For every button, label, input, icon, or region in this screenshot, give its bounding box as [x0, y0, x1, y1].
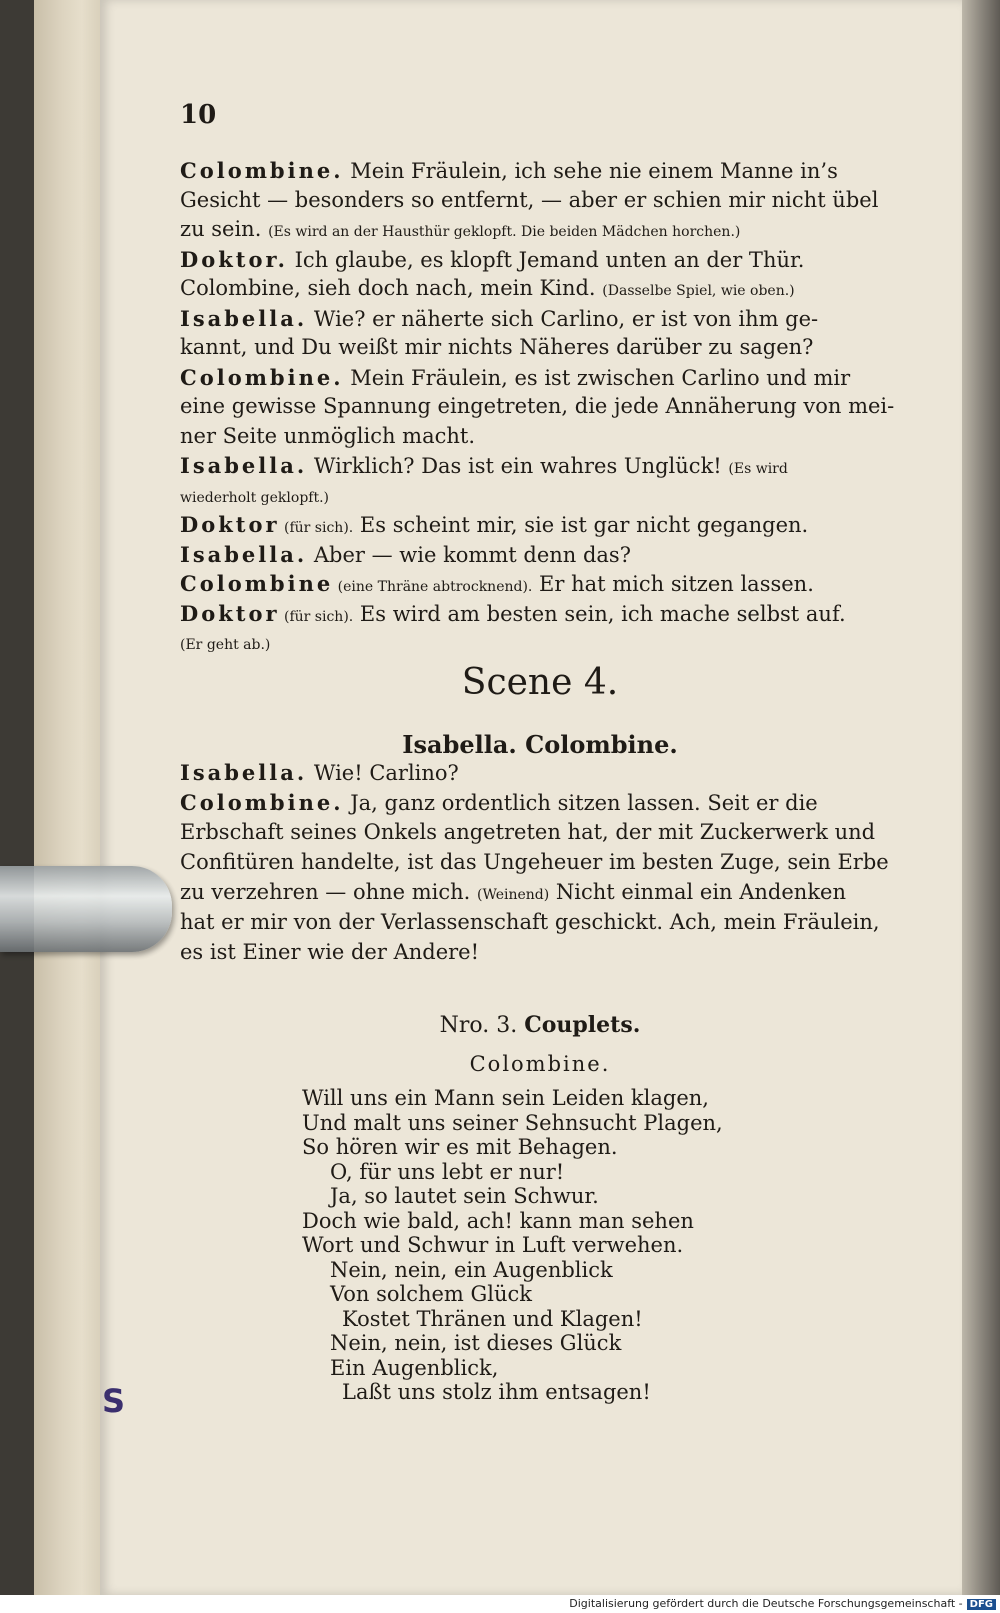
dialogue-line — [180, 424, 475, 448]
line-text: Gesicht — besonders so entfernt, — aber er schien mir nicht übel — [180, 187, 879, 212]
book-spine — [0, 0, 34, 1595]
song-line: Ja, so lautet sein Schwur. — [330, 1184, 599, 1208]
speaker-name: Colombine. — [180, 364, 344, 390]
line-text: Erbschaft seines Onkels angetreten hat, der mit Zuckerwerk und — [180, 820, 876, 844]
scene-heading: Scene 4. — [461, 662, 619, 703]
song-number: Nro. 3. — [439, 1013, 518, 1038]
dialogue-line — [180, 188, 878, 212]
song-line: Ein Augenblick, — [330, 1355, 499, 1380]
page-number: 10 — [180, 100, 217, 130]
line-text: Mein Fräulein, ich sehe nie einem Manne in’s — [343, 159, 838, 183]
line-text: Wirklich? Das ist ein wahres Unglück! — [307, 454, 729, 478]
dialogue-line — [180, 760, 459, 785]
dialogue-line — [180, 512, 808, 537]
footer-text: Digitalisierung gefördert durch die Deutsche Forschungsgemeinschaft - — [569, 1597, 963, 1610]
dialogue-line — [180, 483, 329, 507]
line-text: Colombine, sieh doch nach, mein Kind. — [180, 276, 603, 300]
book-right-edge — [962, 0, 1000, 1595]
line-text: Confitüren handelte, ist das Ungeheuer im besten Zuge, sein Erbe — [180, 850, 889, 874]
stage-direction: (Es wird — [728, 461, 788, 477]
dialogue-line — [180, 306, 818, 331]
bookmark-clip — [0, 866, 172, 952]
song-line: Doch wie bald, ach! kann man sehen — [302, 1208, 694, 1233]
dialogue-line — [180, 880, 846, 904]
song-line: Und malt uns seiner Sehnsucht Plagen, — [302, 1110, 723, 1135]
stage-direction: (eine Thräne abtrocknend). — [333, 579, 533, 595]
speaker-name: Doktor — [180, 600, 280, 626]
speaker-name: Isabella. — [180, 760, 308, 785]
stage-direction: (Dasselbe Spiel, wie oben.) — [602, 283, 795, 299]
song-line: Von solchem Glück — [330, 1282, 533, 1306]
song-line: Laßt uns stolz ihm entsagen! — [342, 1380, 651, 1404]
line-text: Er hat mich sitzen lassen. — [532, 572, 814, 596]
song-line: Wort und Schwur in Luft verwehen. — [302, 1233, 684, 1257]
dialogue-line — [180, 542, 631, 567]
scene-cast: Isabella. Colombine. — [402, 730, 678, 759]
line-text: zu verzehren — ohne mich. — [180, 880, 478, 904]
dialogue-line — [180, 365, 850, 390]
dialogue-line — [180, 630, 270, 654]
dialogue-line — [180, 247, 804, 272]
dialogue-line — [180, 335, 813, 359]
line-text: Es scheint mir, sie ist gar nicht gegangen. — [353, 513, 809, 537]
line-text: Es wird am besten sein, ich mache selbst auf. — [353, 601, 846, 626]
song-line: O, für uns lebt er nur! — [330, 1159, 565, 1184]
dialogue-line — [180, 276, 795, 300]
dialogue-line — [180, 940, 479, 964]
library-stamp: S — [102, 1382, 126, 1420]
dialogue-line — [180, 158, 838, 183]
speaker-name: Colombine. — [180, 790, 344, 815]
stage-direction: (Er geht ab.) — [180, 637, 271, 653]
speaker-name: Isabella. — [180, 305, 308, 331]
song-singer: Colombine. — [469, 1052, 611, 1076]
line-text: Aber — wie kommt denn das? — [307, 542, 631, 567]
line-text: eine gewisse Spannung eingetreten, die jede Annäherung von mei- — [180, 394, 895, 418]
line-text: es ist Einer wie der Andere! — [180, 940, 480, 964]
song-line: Will uns ein Mann sein Leiden klagen, — [302, 1086, 709, 1110]
stage-direction: (Es wird an der Hausthür geklopft. Die beiden Mädchen horchen.) — [268, 224, 741, 240]
song-heading — [180, 1012, 900, 1038]
line-text: Wie! Carlino? — [307, 761, 459, 785]
line-text: Ich glaube, es klopft Jemand unten an der Thür. — [287, 247, 805, 272]
song-line: Nein, nein, ist dieses Glück — [330, 1331, 622, 1355]
stage-direction: wiederholt geklopft.) — [180, 489, 330, 506]
speaker-name: Doktor — [180, 512, 280, 537]
dfg-logo: DFG — [967, 1599, 996, 1610]
speaker-name: Doktor. — [180, 246, 288, 272]
speaker-name: Colombine. — [180, 158, 344, 183]
line-text: Wie? er näherte sich Carlino, er ist von ihm ge- — [307, 306, 819, 331]
song-line: So hören wir es mit Behagen. — [302, 1135, 618, 1159]
dialogue-line — [180, 790, 818, 815]
stage-direction: (Weinend) — [477, 887, 550, 903]
line-text: Ja, ganz ordentlich sitzen lassen. Seit er die — [343, 791, 818, 815]
dialogue-line — [180, 453, 788, 478]
dialogue-line — [180, 850, 889, 874]
speaker-name: Isabella. — [180, 453, 308, 478]
line-text: kannt, und Du weißt mir nichts Näheres darüber zu sagen? — [180, 335, 814, 359]
page-edges — [34, 0, 102, 1595]
footer-credit — [0, 1597, 996, 1610]
line-text: hat er mir von der Verlassenschaft geschickt. Ach, mein Fräulein, — [180, 910, 880, 934]
dialogue-line — [180, 571, 814, 596]
dialogue-line — [180, 910, 880, 934]
dialogue-line — [180, 601, 846, 626]
song-line: Nein, nein, ein Augenblick — [330, 1257, 613, 1282]
dialogue-line — [180, 820, 875, 844]
stage-direction: (für sich). — [279, 608, 354, 625]
line-text: Nicht einmal ein Andenken — [549, 880, 847, 904]
line-text: zu sein. — [180, 217, 269, 241]
song-title: Couplets. — [524, 1012, 641, 1038]
dialogue-line — [180, 394, 894, 418]
song-line: Kostet Thränen und Klagen! — [342, 1306, 643, 1331]
speaker-name: Isabella. — [180, 541, 308, 567]
speaker-name: Colombine — [180, 571, 334, 596]
line-text: ner Seite unmöglich macht. — [180, 423, 476, 448]
stage-direction: (für sich). — [279, 520, 354, 536]
dialogue-line — [180, 217, 740, 241]
line-text: Mein Fräulein, es ist zwischen Carlino und mir — [343, 365, 851, 390]
